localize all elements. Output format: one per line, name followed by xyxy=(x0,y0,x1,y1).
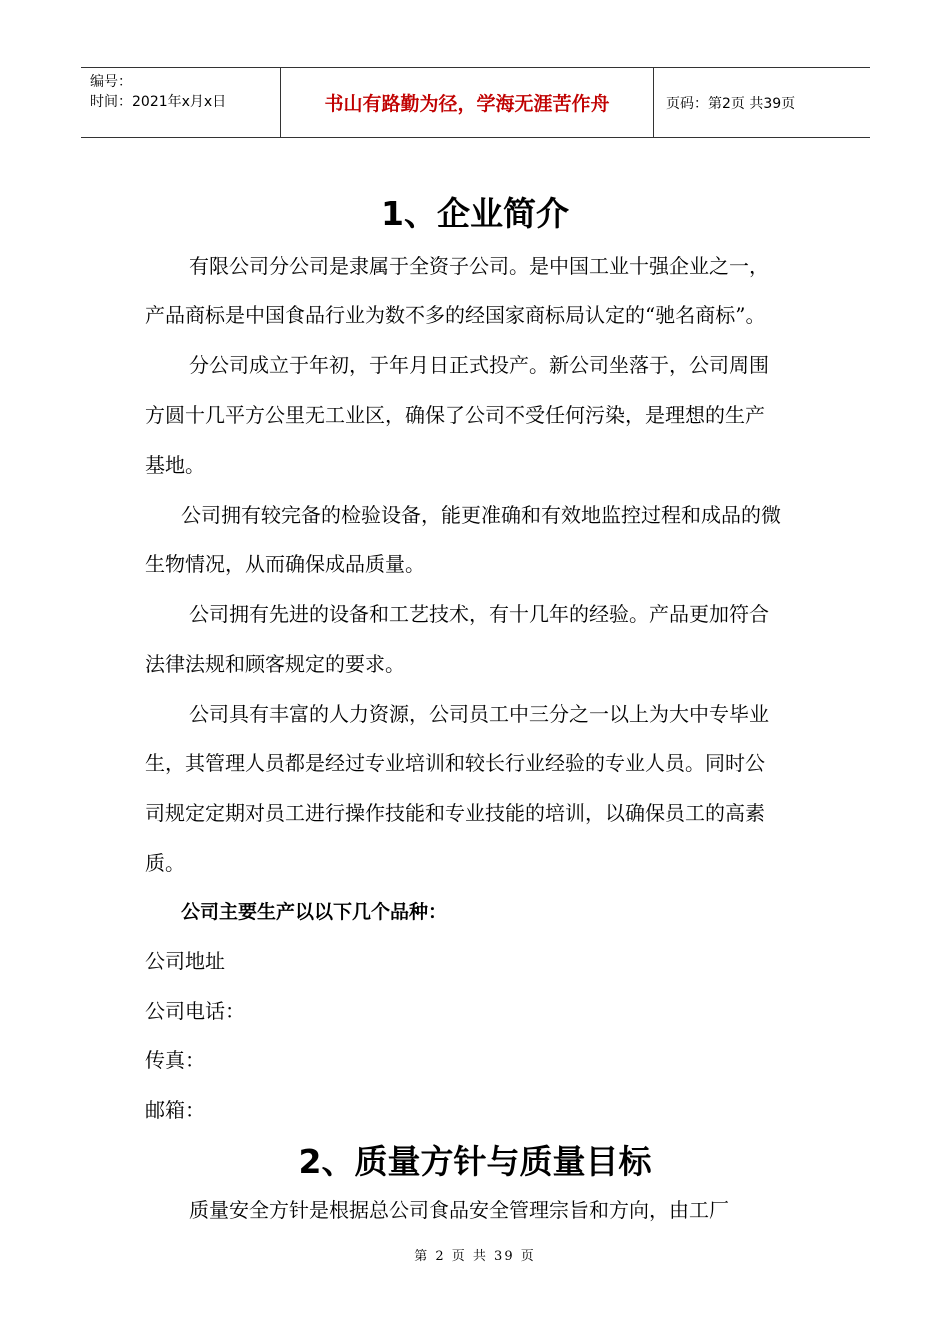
paragraph-line: 公司具有丰富的人力资源，公司员工中三分之一以上为大中专毕业 xyxy=(189,702,769,726)
paragraph-line: 生，其管理人员都是经过专业培训和较长行业经验的专业人员。同时公 xyxy=(145,751,765,775)
paragraph-line: 分公司成立于年初，于年月日正式投产。新公司坐落于，公司周围 xyxy=(189,353,769,377)
document-date-label: 时间：2021年x月x日 xyxy=(90,94,227,110)
products-heading: 公司主要生产以以下几个品种： xyxy=(181,901,448,923)
paragraph-line: 司规定定期对员工进行操作技能和专业技能的培训，以确保员工的高素 xyxy=(145,801,765,825)
paragraph-line: 公司拥有先进的设备和工艺技术，有十几年的经验。产品更加符合 xyxy=(189,602,769,626)
section-2-title: 2、质量方针与质量目标 xyxy=(298,1142,652,1181)
paragraph-line: 质。 xyxy=(145,851,185,875)
section-1-title: 1、企业简介 xyxy=(381,194,569,233)
document-number-label: 编号： xyxy=(90,74,132,90)
company-fax-label: 传真： xyxy=(145,1048,205,1072)
paragraph-line: 公司拥有较完备的检验设备，能更准确和有效地监控过程和成品的微 xyxy=(181,503,781,527)
paragraph-line: 产品商标是中国食品行业为数不多的经国家商标局认定的“驰名商标”。 xyxy=(145,303,766,327)
paragraph-line: 生物情况，从而确保成品质量。 xyxy=(145,552,425,576)
page-footer: 第 2 页 共 39 页 xyxy=(414,1249,536,1264)
page-header xyxy=(81,67,870,138)
paragraph-line: 基地。 xyxy=(145,453,205,477)
company-email-label: 邮箱： xyxy=(145,1098,205,1122)
paragraph-line: 法律法规和顾客规定的要求。 xyxy=(145,652,405,676)
company-address-label: 公司地址 xyxy=(145,949,225,973)
company-phone-label: 公司电话： xyxy=(145,999,245,1023)
header-page-info: 页码：第2页 共39页 xyxy=(666,95,796,112)
paragraph-line: 质量安全方针是根据总公司食品安全管理宗旨和方向，由工厂 xyxy=(189,1198,729,1222)
header-motto: 书山有路勤为径，学海无涯苦作舟 xyxy=(280,68,654,137)
header-meta xyxy=(81,68,280,137)
paragraph-line: 方圆十几平方公里无工业区，确保了公司不受任何污染，是理想的生产 xyxy=(145,403,765,427)
paragraph-line: 有限公司分公司是隶属于全资子公司。是中国工业十强企业之一， xyxy=(189,254,769,278)
